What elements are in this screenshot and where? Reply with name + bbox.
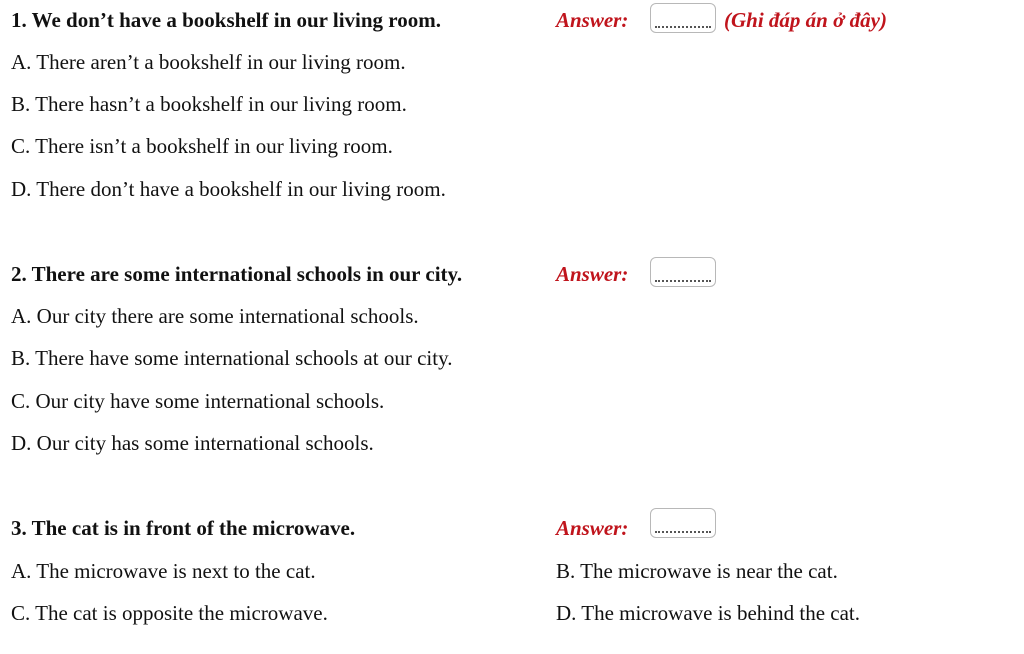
answer-box-2[interactable] <box>650 257 716 287</box>
answer-box-1[interactable] <box>650 3 716 33</box>
answer-dots <box>655 280 711 282</box>
q1-option-d[interactable]: D. There don’t have a bookshelf in our living room. <box>11 177 446 201</box>
question-1: 1. We don’t have a bookshelf in our living room. <box>11 8 441 32</box>
answer-hint: (Ghi đáp án ở đây) <box>724 8 887 32</box>
q2-option-d[interactable]: D. Our city has some international schools. <box>11 431 374 455</box>
q3-option-a[interactable]: A. The microwave is next to the cat. <box>11 559 316 583</box>
q2-option-c[interactable]: C. Our city have some international schools. <box>11 389 385 413</box>
answer-box-3[interactable] <box>650 508 716 538</box>
q1-option-a[interactable]: A. There aren’t a bookshelf in our living room. <box>11 50 406 74</box>
q2-option-a[interactable]: A. Our city there are some international schools. <box>11 304 419 328</box>
q3-option-b[interactable]: B. The microwave is near the cat. <box>556 559 838 583</box>
answer-label-3: Answer: <box>556 516 629 540</box>
answer-dots <box>655 531 711 533</box>
q2-option-b[interactable]: B. There have some international schools at our city. <box>11 346 453 370</box>
q3-option-d[interactable]: D. The microwave is behind the cat. <box>556 601 861 625</box>
q1-option-b[interactable]: B. There hasn’t a bookshelf in our living room. <box>11 92 407 116</box>
answer-label-2: Answer: <box>556 262 629 286</box>
question-3: 3. The cat is in front of the microwave. <box>11 516 356 540</box>
q1-option-c[interactable]: C. There isn’t a bookshelf in our living room. <box>11 134 393 158</box>
question-2: 2. There are some international schools in our city. <box>11 262 463 286</box>
answer-label-1: Answer: <box>556 8 629 32</box>
q3-option-c[interactable]: C. The cat is opposite the microwave. <box>11 601 328 625</box>
answer-dots <box>655 26 711 28</box>
